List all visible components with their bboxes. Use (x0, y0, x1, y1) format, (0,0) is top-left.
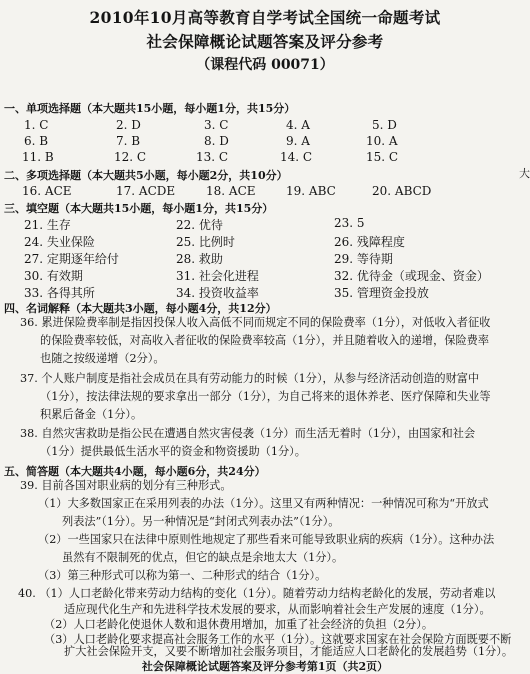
answer-item: 3. C (204, 118, 229, 132)
answer-line: 也随之按级递增（2分）。 (40, 352, 165, 365)
answer-item: 22. 优待 (176, 218, 223, 232)
answer-item: 25. 比例时 (176, 235, 235, 249)
answer-item: 24. 失业保险 (24, 235, 95, 249)
answer-item: 8. D (204, 134, 229, 148)
answer-item: 9. A (286, 134, 310, 148)
page-footer: 社会保障概论试题答案及评分参考第1页（共2页） (141, 660, 389, 673)
section-5-heading: 五、简答题（本大题共4小题，每小题6分，共24分） (4, 465, 266, 478)
answer-item: 35. 管理资金投放 (334, 286, 429, 300)
answer-line: 40. （1）人口老龄化带来劳动力结构的变化（1分）。随着劳动力结构老龄化的发展，劳动者难以 (18, 587, 496, 600)
answer-item: 5. D (372, 118, 397, 132)
course-code: （课程代码 00071） (196, 57, 334, 73)
answer-item: 7. B (116, 134, 141, 148)
answer-item: 11. B (22, 150, 54, 164)
answer-line: （1）大多数国家正在采用列表的办法（1分）。这里又有两种情况：一种情况可称为“开放式 (38, 497, 489, 510)
answer-item: 13. C (196, 150, 229, 164)
answer-line: （1分）提供最低生活水平的资金和物资援助（1分）。 (40, 445, 306, 458)
answer-line: 38. 自然灾害救助是指公民在遭遇自然灾害侵袭（1分）而生活无着时（1分），由国家和社会 (20, 427, 476, 440)
answer-line: （3）人口老龄化要求提高社会服务工作的水平（1分）。这就要求国家在社会保险方面既要不断 (44, 633, 512, 646)
answer-item: 6. B (24, 134, 49, 148)
answer-line: 的保险费率较低，对高收入者征收的保险费率较高（1分），并且随着收入的递增，保险费率 (40, 334, 490, 347)
answer-line: 39. 目前各国对职业病的划分有三种形式。 (20, 479, 232, 492)
answer-line: （2）一些国家只在法律中原则性地规定了那些看来可能导致职业病的疾病（1分）。这种办法 (38, 533, 495, 546)
answer-item: 28. 救助 (176, 252, 223, 266)
answer-item: 21. 生存 (24, 218, 71, 232)
answer-item: 1. C (24, 118, 49, 132)
answer-item: 17. ACDE (116, 184, 176, 198)
answer-item: 29. 等待期 (334, 252, 393, 266)
answer-item: 23. 5 (334, 216, 365, 230)
answer-line: 36. 累进保险费率制是指因投保人收入高低不同而规定不同的保险费率（1分），对低收入者征收 (20, 316, 491, 329)
answer-item: 26. 残障程度 (334, 235, 405, 249)
answer-line: 扩大社会保险开支，又要不断增加社会服务项目，才能适应人口老龄化的发展趋势（1分）。 (64, 645, 514, 658)
answer-item: 4. A (286, 118, 310, 132)
section-4-heading: 四、名词解释（本大题共3小题，每小题4分，共12分） (4, 302, 277, 315)
answer-line: 适应现代化生产和先进科学技术发展的要求，从而影响着社会生产发展的速度（1分）。 (64, 603, 491, 616)
answer-line: （2）人口老龄化使退休人数和退休费用增加，加重了社会经济的负担（2分）。 (44, 618, 434, 631)
answer-item: 18. ACE (206, 184, 256, 198)
answer-item: 32. 优待金（或现金、资金） (334, 269, 489, 283)
document-title: 社会保障概论试题答案及评分参考 (146, 32, 384, 51)
answer-item: 31. 社会化进程 (176, 269, 259, 283)
edge-mark: 大 (519, 167, 530, 180)
exam-title: 2010年10月高等教育自学考试全国统一命题考试 (89, 8, 441, 27)
answer-item: 30. 有效期 (24, 269, 83, 283)
answer-line: （3）第三种形式可以称为第一、二种形式的结合（1分）。 (38, 569, 327, 582)
answer-item: 20. ABCD (372, 184, 432, 198)
answer-line: 列表法”（1分）。另一种情况是“封闭式列表办法”（1分）。 (62, 515, 340, 528)
answer-line: （1分），按法律法规的要求拿出一部分（1分），为自己将来的退休养老、医疗保障和失业等 (40, 390, 491, 403)
section-3-heading: 三、填空题（本大题共15小题，每小题1分，共15分） (4, 202, 274, 215)
answer-line: 虽然有不限制死的优点，但它的缺点是余地太大（1分）。 (62, 551, 344, 564)
answer-item: 16. ACE (22, 184, 72, 198)
answer-item: 15. C (366, 150, 399, 164)
section-2-heading: 二、多项选择题（本大题共5小题，每小题2分，共10分） (4, 169, 288, 182)
answer-item: 14. C (280, 150, 313, 164)
answer-line: 积累后备金（1分）。 (40, 408, 143, 421)
answer-item: 34. 投资收益率 (176, 286, 259, 300)
answer-item: 19. ABC (286, 184, 336, 198)
answer-item: 27. 定期逐年给付 (24, 252, 119, 266)
answer-item: 2. D (116, 118, 141, 132)
answer-item: 33. 各得其所 (24, 286, 95, 300)
answer-item: 10. A (366, 134, 398, 148)
section-1-heading: 一、单项选择题（本大题共15小题，每小题1分，共15分） (4, 102, 296, 115)
answer-item: 12. C (114, 150, 147, 164)
answer-line: 37. 个人账户制度是指社会成员在具有劳动能力的时候（1分），从参与经济活动创造的财富中 (20, 372, 480, 385)
